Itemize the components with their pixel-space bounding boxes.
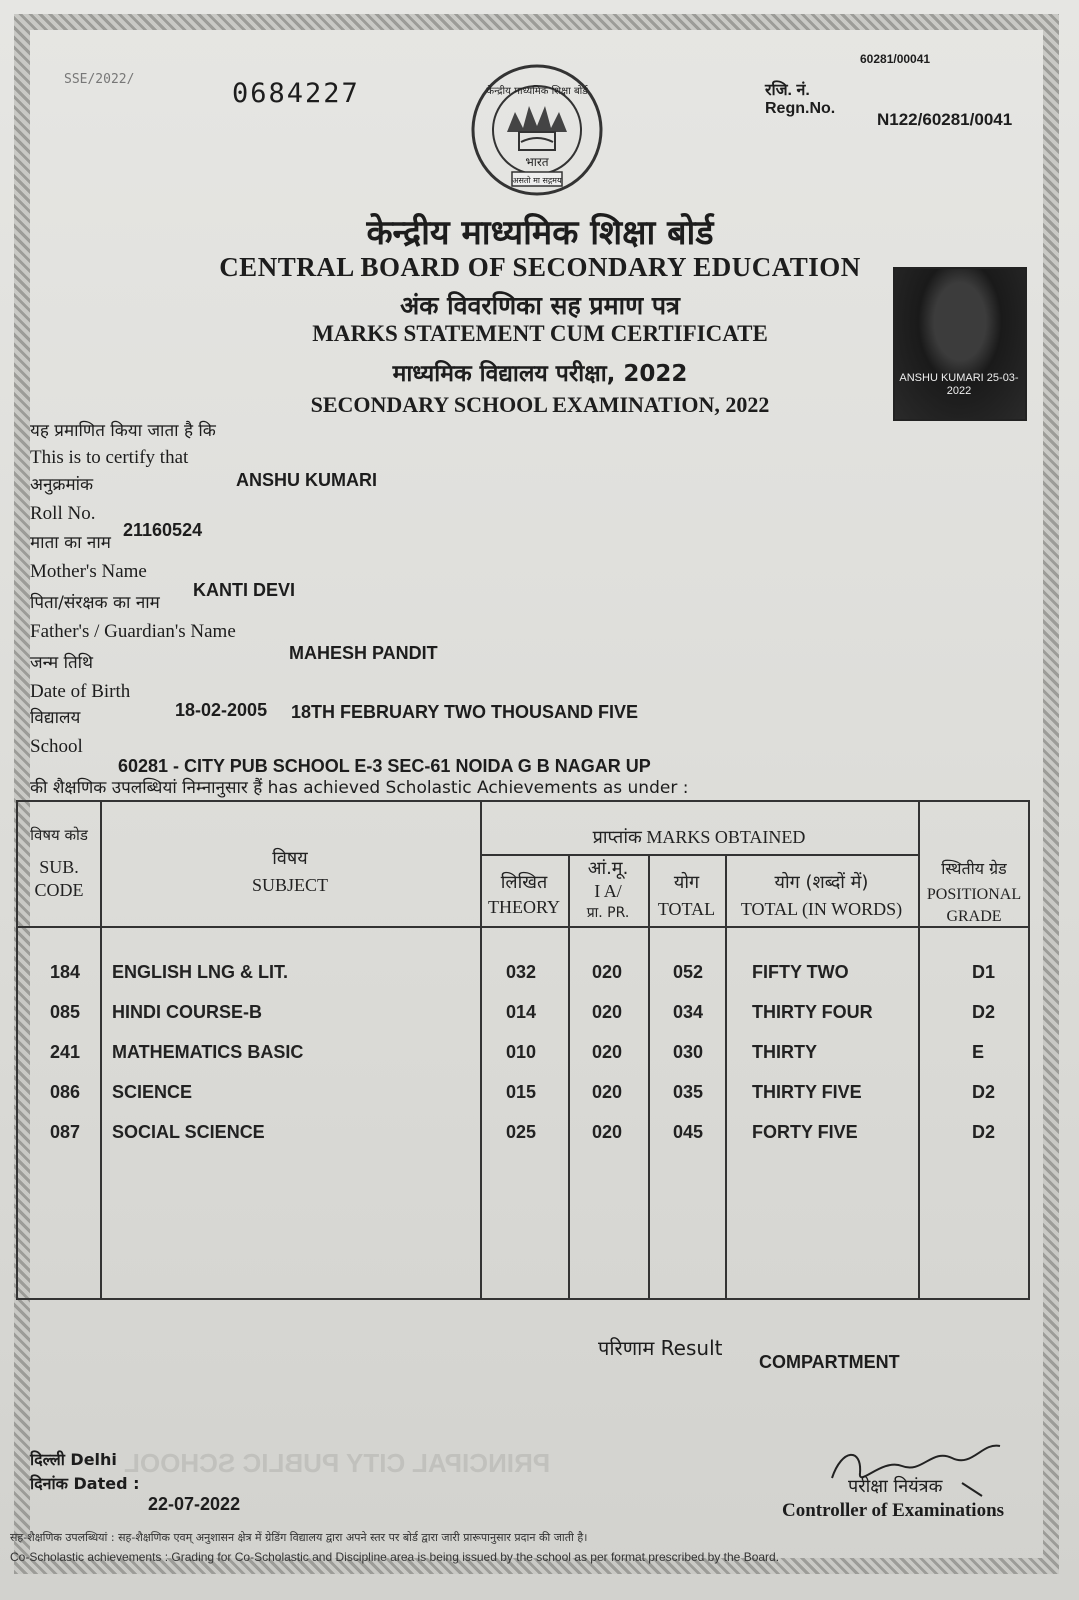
th-grade-hindi: स्थितीय ग्रेड [941, 859, 1007, 878]
th-ia-hindi: आं.मू. [587, 858, 629, 879]
th-ia-en: I A/ [594, 881, 622, 901]
th-total-en: TOTAL [657, 899, 716, 919]
th-grade-en2: GRADE [946, 908, 1002, 925]
dated-value: 22-07-2022 [148, 1494, 241, 1514]
sub-name: SCIENCE [112, 1082, 193, 1102]
controller-hindi: परीक्षा नियंत्रक [848, 1476, 943, 1497]
father-label-english: Father's / Guardian's Name [30, 621, 236, 642]
dob-words: 18TH FEBRUARY TWO THOUSAND FIVE [291, 702, 639, 722]
title-english: CENTRAL BOARD OF SECONDARY EDUCATION [219, 252, 861, 282]
sub-code: 241 [50, 1042, 81, 1062]
sub-total: 034 [673, 1002, 704, 1022]
dob-value: 18-02-2005 [175, 700, 268, 720]
footer-note-english: Co-Scholastic achievements : Grading for Co-Scholastic and Discipline area is being issued by the school as per format prescribed by the Board. [10, 1550, 780, 1564]
th-grade-en1: POSITIONAL [926, 886, 1022, 903]
th-words-hindi: योग (शब्दों में) [774, 872, 869, 893]
sub-code: 184 [50, 962, 81, 982]
sub-ia: 020 [592, 1042, 623, 1062]
roll-number: 21160524 [123, 520, 203, 540]
exam-hindi: माध्यमिक विद्यालय परीक्षा, 2022 [392, 361, 688, 387]
place: दिल्ली Delhi [30, 1450, 117, 1469]
school-label-hindi: विद्यालय [30, 708, 81, 728]
exam-english: SECONDARY SCHOOL EXAMINATION, 2022 [310, 392, 770, 417]
sub-grade: D1 [972, 962, 996, 982]
cbse-emblem-icon [467, 62, 607, 202]
th-theory-hindi: लिखित [500, 872, 548, 893]
sub-name: SOCIAL SCIENCE [112, 1122, 265, 1142]
th-theory-en: THEORY [488, 897, 560, 917]
sub-name: HINDI COURSE-B [112, 1002, 263, 1022]
th-subject-hindi: विषय [272, 848, 308, 869]
subtitle-hindi: अंक विवरणिका सह प्रमाण पत्र [400, 291, 680, 320]
mother-label-hindi: माता का नाम [30, 533, 111, 553]
mother-label-english: Mother's Name [30, 561, 147, 582]
regn-number: N122/60281/0041 [877, 110, 1013, 129]
emblem-top-text: केन्द्रीय माध्यमिक शिक्षा बोर्ड [486, 86, 588, 97]
th-code-en1: SUB. [39, 857, 79, 877]
controller-english: Controller of Examinations [782, 1500, 1005, 1521]
sub-name: MATHEMATICS BASIC [112, 1042, 304, 1062]
principal-stamp: PRINCIPAL CITY PUBLIC SCHOOL [124, 1448, 551, 1478]
sub-theory: 032 [506, 962, 537, 982]
sub-name: ENGLISH LNG & LIT. [112, 962, 289, 982]
sub-code: 086 [50, 1082, 81, 1102]
th-code-en2: CODE [34, 880, 84, 900]
roll-label-hindi: अनुक्रमांक [30, 475, 94, 495]
dob-label-english: Date of Birth [30, 681, 131, 702]
title-hindi: केन्द्रीय माध्यमिक शिक्षा बोर्ड [366, 213, 714, 253]
serial-number: 0684227 [232, 78, 360, 109]
th-words-en: TOTAL (IN WORDS) [740, 899, 903, 919]
corner-ref: SSE/2022/ [64, 72, 135, 87]
dated-label: दिनांक Dated : [30, 1474, 140, 1493]
result-value: COMPARTMENT [759, 1352, 900, 1372]
certify-english: This is to certify that [30, 447, 189, 468]
sub-words: THIRTY [752, 1042, 817, 1062]
sub-grade: D2 [972, 1122, 996, 1142]
sub-grade: D2 [972, 1002, 996, 1022]
sub-theory: 014 [506, 1002, 537, 1022]
sub-code: 085 [50, 1002, 81, 1022]
sub-grade: E [972, 1042, 985, 1062]
father-name: MAHESH PANDIT [289, 643, 438, 663]
dob-label-hindi: जन्म तिथि [30, 653, 93, 673]
sub-theory: 015 [506, 1082, 537, 1102]
sub-ia: 020 [592, 1082, 623, 1102]
mother-name: KANTI DEVI [193, 580, 296, 600]
sub-words: FIFTY TWO [752, 962, 849, 982]
sub-theory: 010 [506, 1042, 537, 1062]
student-name: ANSHU KUMARI [236, 470, 377, 490]
roll-label-english: Roll No. [30, 503, 96, 524]
sub-total: 030 [673, 1042, 704, 1062]
footer-note-hindi: सह-शैक्षणिक उपलब्धियां : सह-शैक्षणिक एवम् अनुशासन क्षेत्र में ग्रेडिंग विद्यालय द्वारा अपने स्तर पर बोर्ड द्वारा जारी प्रारूपानुसार प्रदान की जाती है। [10, 1531, 588, 1544]
sub-words: THIRTY FOUR [752, 1002, 873, 1022]
sub-total: 035 [673, 1082, 704, 1102]
sub-words: FORTY FIVE [752, 1122, 858, 1142]
certify-hindi: यह प्रमाणित किया जाता है कि [30, 421, 216, 441]
sub-code: 087 [50, 1122, 81, 1142]
th-code-hindi: विषय कोड [30, 826, 88, 844]
school-value: 60281 - CITY PUB SCHOOL E-3 SEC-61 NOIDA G B NAGAR UP [118, 756, 651, 776]
photo-caption: ANSHU KUMARI 25-03-2022 [899, 372, 1019, 397]
school-label-english: School [30, 736, 83, 757]
sub-ia: 020 [592, 1122, 623, 1142]
th-total-hindi: योग [673, 872, 700, 893]
sub-ia: 020 [592, 1002, 623, 1022]
th-ia-pr: प्रा. PR. [586, 905, 630, 921]
th-marks: प्राप्तांक MARKS OBTAINED [592, 827, 806, 848]
regn-label-en: Regn.No. [765, 100, 836, 117]
father-label-hindi: पिता/संरक्षक का नाम [30, 593, 160, 613]
result-label: परिणाम Result [598, 1336, 723, 1360]
regn-label-hi: रजि. नं. [765, 82, 810, 99]
sub-ia: 020 [592, 962, 623, 982]
top-ref-code: 60281/00041 [860, 52, 931, 66]
sub-words: THIRTY FIVE [752, 1082, 862, 1102]
emblem-bottom-text: भारत [525, 155, 549, 169]
th-subject-en: SUBJECT [251, 875, 329, 895]
sub-theory: 025 [506, 1122, 537, 1142]
achieved-line: की शैक्षणिक उपलब्धियां निम्नानुसार हैं has achieved Scholastic Achievements as under : [30, 778, 689, 798]
emblem-motto: असतो मा सद्गमय [512, 176, 562, 185]
subtitle-english: MARKS STATEMENT CUM CERTIFICATE [312, 321, 768, 346]
sub-grade: D2 [972, 1082, 996, 1102]
sub-total: 052 [673, 962, 704, 982]
sub-total: 045 [673, 1122, 704, 1142]
